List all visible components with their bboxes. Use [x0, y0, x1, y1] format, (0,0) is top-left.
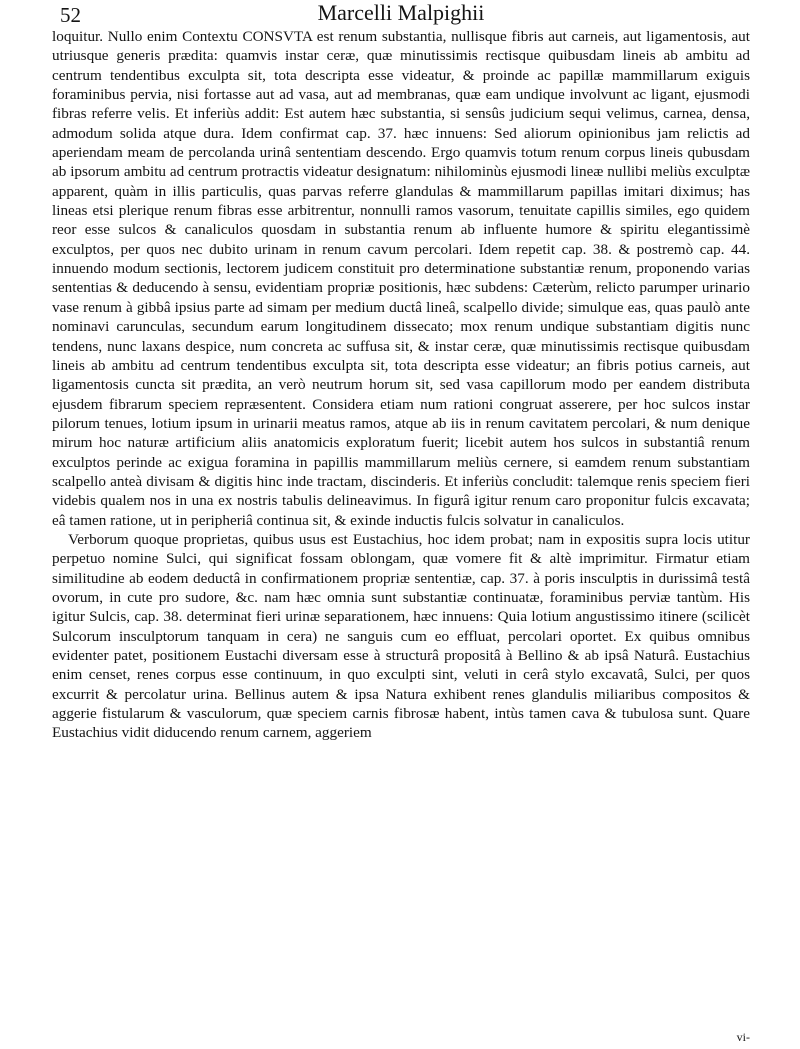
paragraph-2: Verborum quoque proprietas, quibus usus est Eustachius, hoc idem probat; nam in expositis supra locis utitur perpetuo nomine Sulci, qui significat fossam oblongam, quæ vomere fit & altè imprimitur. Firmatur etiam similitudine ab eodem deductâ in confirmationem propriæ sententiæ, cap. 37. à poris insculptis in durissimâ testâ ovorum, in cute pro sudore, &c. nam hæc omnia sunt substantiæ continuatæ, foraminibus perviæ tantùm. His igitur Sulcis, cap. 38. determinat fieri urinæ separationem, hæc innuens: Quia lotium angustissimo itinere (scilicèt Sulcorum insculptorum tanquam in cera) ne sanguis cum eo effluat, percolari oportet. Ex quibus omnibus evidenter patet, positionem Eustachi diversam esse à structurâ propositâ à Bellino & ab ipsâ Naturâ. Eustachius enim censet, renes corpus esse continuum, in quo exculpti sint, veluti in cerâ stylo excavatâ, Sulci, per quos excurrit & percolatur urina. Bellinus autem & ipsa Natura exhibent renes glandulis miliaribus compositos & aggerie fistularum & vasculorum, quæ speciem carnis fibrosæ habent, intùs tamen cava & tubulosa sunt. Quare Eustachius vidit diducendo renum carnem, aggeriem: [52, 530, 750, 742]
catchword: vi-: [736, 1030, 750, 1044]
running-title: Marcelli Malpighii: [317, 0, 485, 25]
page-number: 52: [60, 3, 81, 27]
body-text: [52, 27, 750, 743]
paragraph-1: loquitur. Nullo enim Contextu CONSVTA est renum substantia, nullisque fibris aut carneis, aut ligamentosis, aut utriusque generis prædita: quamvis instar ceræ, quæ minutissimis rectisque quibusdam lineis ab ambitu ad centrum tendentibus exculpta sit, tota descripta esse videatur, & proinde ac papillæ mammillarum exiguis foraminibus pervia, nisi fortasse aut ad vasa, aut ad membranas, quæ eam undique involvunt ac ligant, ejusmodi fibras referre velis. Et inferiùs addit: Est autem hæc substantia, si sensûs judicium sequi velimus, carnea, densa, admodum solida atque dura. Idem confirmat cap. 37. hæc innuens: Sed aliorum opinionibus jam relictis ad aperiendam meam de percolanda urinâ sententiam descendo. Ergo quamvis totum renum corpus lineis qubusdam ab ipsorum ambitu ad centrum protractis videatur designatum: nihilominùs ejusmodi lineæ nullibi meliùs exculptæ apparent, quàm in illis particulis, quas parvas referre glandulas & mammillarum papillas imitari diximus; has lineas etsi plerique renum fibras esse arbitrentur, nonnulli ramos vasorum, tenuitate capillis similes, ego quidem reor esse sulcos & canaliculos quosdam in substantia renum ab influente humore & spiritu elegantissimè exculptos, per quos nec dubito urinam in renum cavum percolari. Idem repetit cap. 38. & postremò cap. 44. innuendo modum sectionis, lectorem judicem constituit pro determinatione substantiæ renum, proponendo varias sententias & deducendo à sensu, evidentiam propriæ positionis, hæc subdens: Cæterùm, relicto parumper urinario vase renum à gibbâ ipsius parte ad simam per medium ductâ lineâ, scalpello divide; simulque eas, quas paulò ante nominavi carunculas, secundum earum longitudinem dissecato; mox renum undique substantiam digitis nunc tendens, nunc laxans despice, num concreta ac suffusa sit, & instar ceræ, quæ minutissimis rectisque quibusdam lineis ab ambitu ad centrum tendentibus exculpta sit, tota descripta esse videatur; an fibris potius carneis, aut ligamentosis cuncta sit prædita, an verò neutrum horum sit, sed vasa capillorum modo per eandem distributa ejusdem fibrarum speciem repræsentent. Considera etiam num rationi congruat asserere, per hoc sulcos instar pilorum tenues, lotium ipsum in urinarii meatus ramos, atque ab iis in renum cavitatem percolari, & num denique mirum hoc naturæ artificium aliis anatomicis exploratum fuerit; licebit autem hos sulcos in substantiâ renum exculptos perinde ac exigua foramina in papillis mammillarum meliùs cernere, si eamdem renum substantiam scalpello anteà divisam & digitis hinc inde tractam, discinderis. Et inferiùs concludit: talemque renis speciem fieri videbis qualem nos in una ex nostris tabulis delineavimus. In figurâ igitur renum caro proponitur fulcis excavata; eâ tamen ratione, ut in peripheriâ continua sit, & exinde inductis fulcis solvatur in canaliculos.: [52, 28, 750, 529]
page-header: [52, 0, 750, 26]
